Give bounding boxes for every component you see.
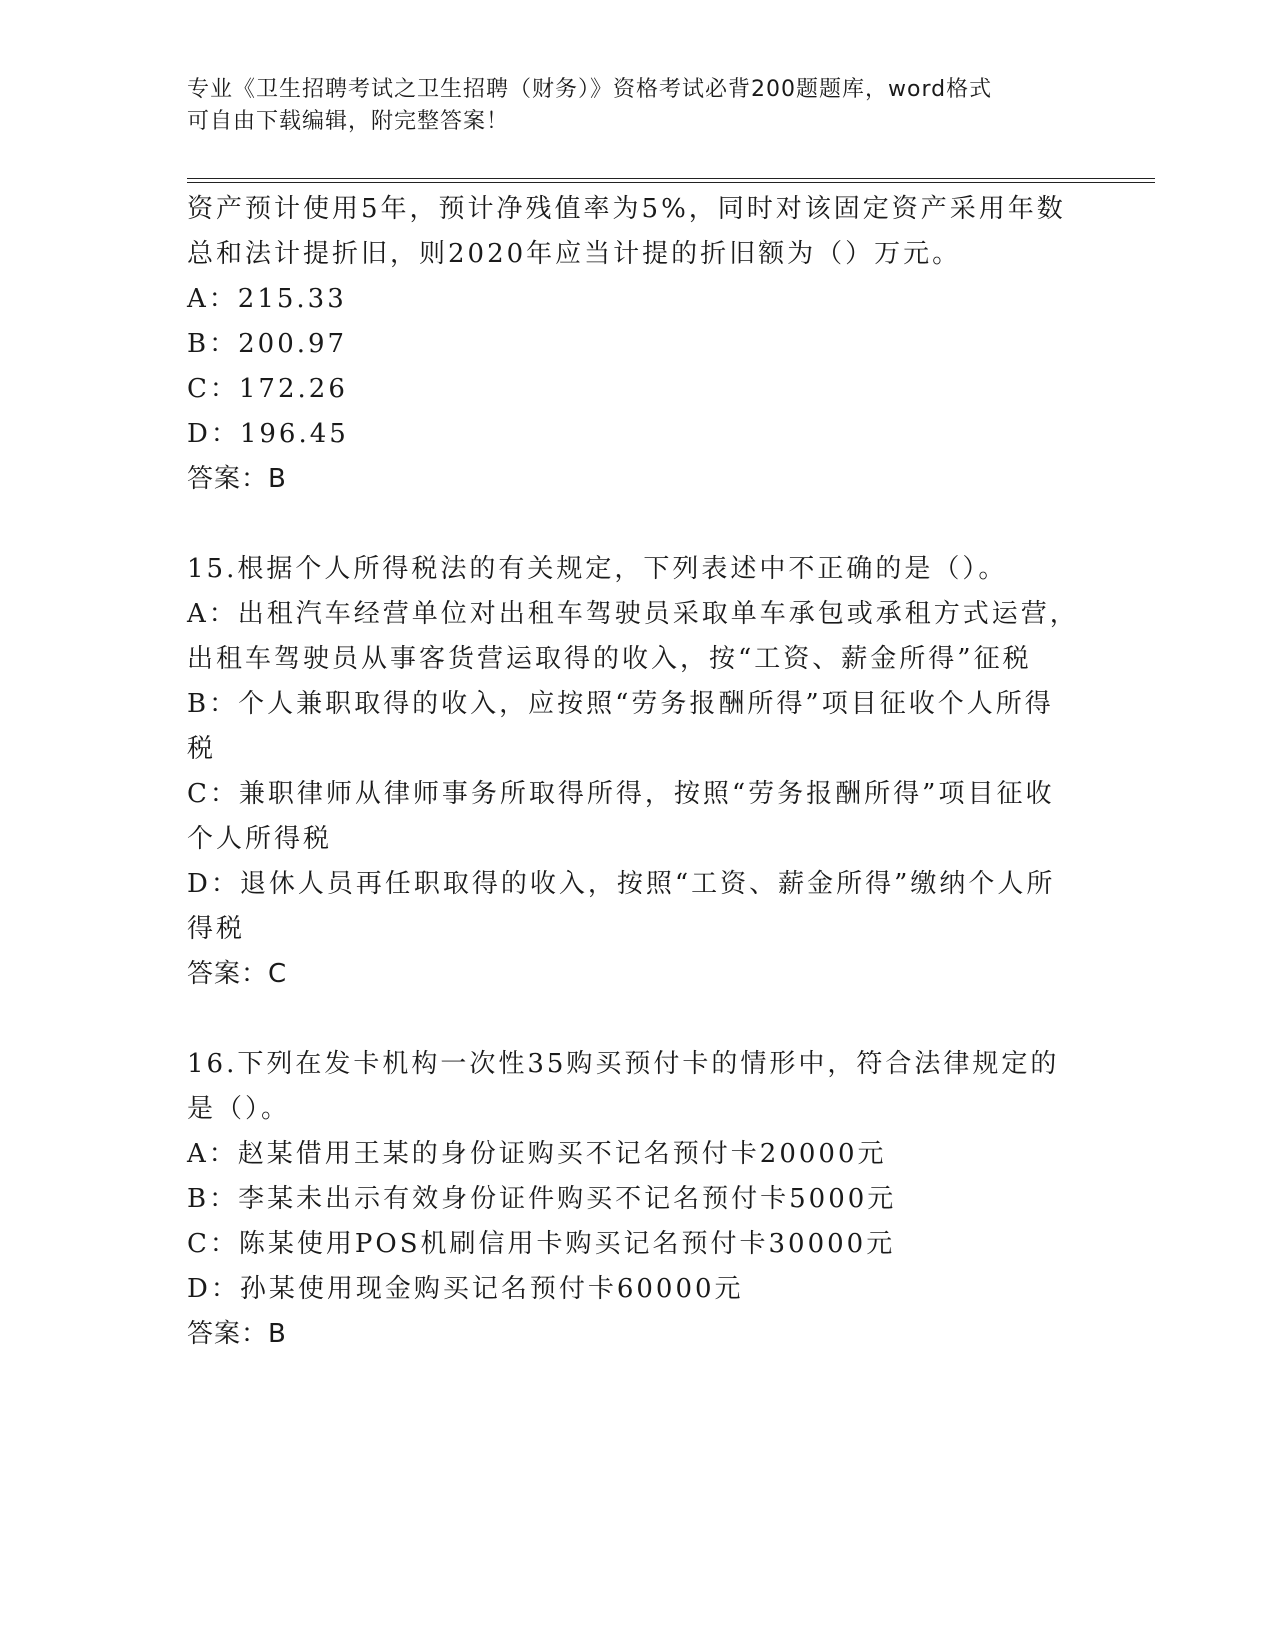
question-15 [187, 547, 1087, 997]
option-d: D：196.45 [187, 419, 349, 449]
question-stem-line: 资产预计使用5年，预计净残值率为5%，同时对该固定资产采用年数 [187, 194, 1066, 224]
question-stem-line: 总和法计提折旧，则2020年应当计提的折旧额为（）万元。 [187, 239, 962, 269]
option-c: C：陈某使用POS机刷信用卡购买记名预付卡30000元 [187, 1229, 896, 1259]
option-d: D：孙某使用现金购买记名预付卡60000元 [187, 1274, 744, 1304]
spacer [187, 502, 1087, 547]
header-divider [187, 178, 1155, 183]
option-a: A：赵某借用王某的身份证购买不记名预付卡20000元 [187, 1139, 887, 1169]
question-14 [187, 187, 1087, 502]
answer-line: 答案：B [187, 1319, 287, 1349]
question-16 [187, 1042, 1087, 1357]
option-b: B：个人兼职取得的收入，应按照“劳务报酬所得”项目征收个人所得 [187, 689, 1054, 719]
option-d: D：退休人员再任职取得的收入，按照“工资、薪金所得”缴纳个人所 [187, 869, 1056, 899]
spacer [187, 997, 1087, 1042]
option-a: A：出租汽车经营单位对出租车驾驶员采取单车承包或承租方式运营， [187, 599, 1079, 629]
answer-line: 答案：C [187, 959, 288, 989]
option-a-continued: 出租车驾驶员从事客货营运取得的收入，按“工资、薪金所得”征税 [187, 644, 1032, 674]
option-b: B：200.97 [187, 329, 348, 359]
question-stem-line: 16.下列在发卡机构一次性35购买预付卡的情形中，符合法律规定的 [187, 1049, 1060, 1079]
option-c-continued: 个人所得税 [187, 824, 333, 854]
option-b-continued: 税 [187, 734, 217, 764]
option-c: C：兼职律师从律师事务所取得所得，按照“劳务报酬所得”项目征收 [187, 779, 1055, 809]
header-line-1: 专业《卫生招聘考试之卫生招聘（财务）》资格考试必背200题题库，word格式 [187, 77, 993, 102]
document-header [187, 74, 1067, 138]
question-content [187, 187, 1087, 1357]
option-c: C：172.26 [187, 374, 348, 404]
question-stem-line: 是（）。 [187, 1094, 291, 1124]
option-d-continued: 得税 [187, 914, 246, 944]
question-stem: 15.根据个人所得税法的有关规定，下列表述中不正确的是（）。 [187, 554, 1008, 584]
option-b: B：李某未出示有效身份证件购买不记名预付卡5000元 [187, 1184, 897, 1214]
header-line-2: 可自由下载编辑，附完整答案！ [187, 109, 510, 134]
option-a: A：215.33 [187, 284, 347, 314]
answer-line: 答案：B [187, 464, 287, 494]
